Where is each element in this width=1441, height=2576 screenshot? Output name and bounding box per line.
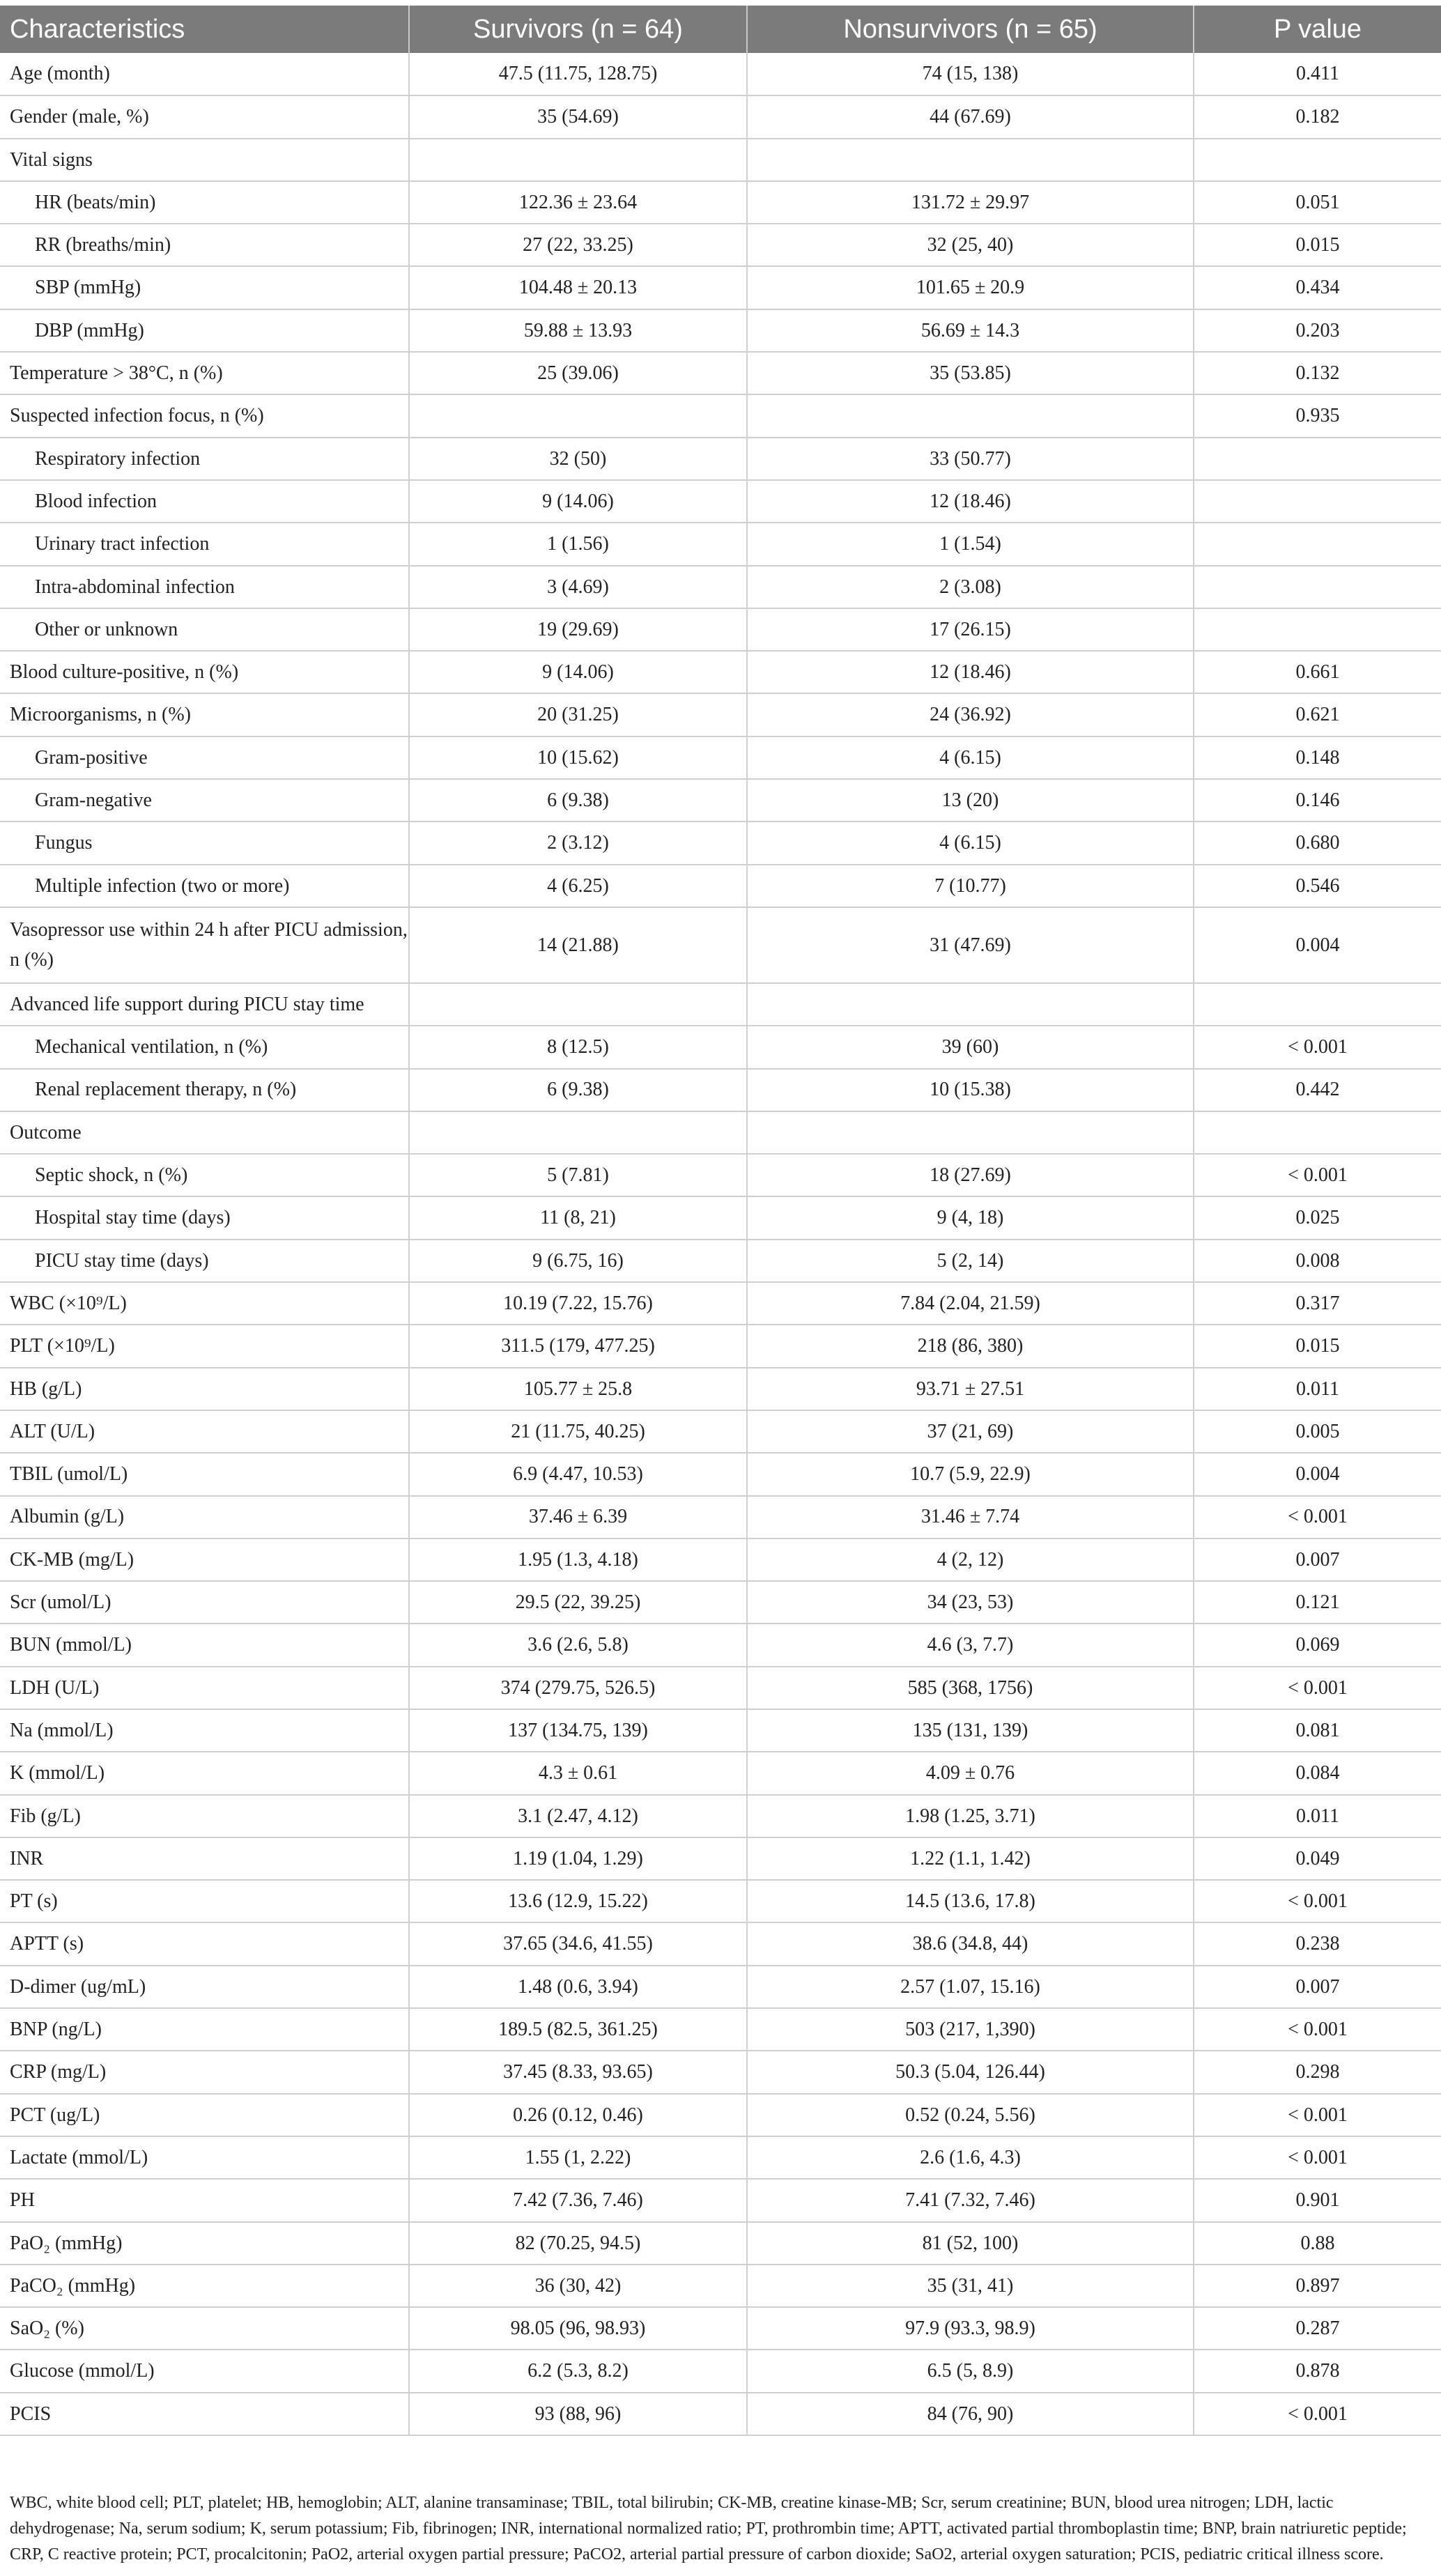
row-label: Blood culture-positive, n (%) [0,651,409,693]
row-label: ALT (U/L) [0,1410,409,1453]
characteristics-table [0,6,1441,2436]
row-label: TBIL (umol/L) [0,1453,409,1495]
nonsurvivors-value: 4 (6.15) [747,822,1194,864]
row-label: Fib (g/L) [0,1795,409,1837]
nonsurvivors-value: 44 (67.69) [747,95,1194,138]
p-value: 0.146 [1194,779,1441,822]
survivors-value: 3.6 (2.6, 5.8) [409,1624,747,1666]
row-label: RR (breaths/min) [0,224,409,266]
nonsurvivors-value: 12 (18.46) [747,480,1194,523]
survivors-value: 27 (22, 33.25) [409,224,747,266]
table-row [0,438,1441,480]
row-label: PaO₂ (mmHg) [0,2222,409,2265]
p-value [1194,566,1441,608]
p-value: 0.049 [1194,1837,1441,1880]
nonsurvivors-value: 32 (25, 40) [747,224,1194,266]
survivors-value: 137 (134.75, 139) [409,1709,747,1752]
survivors-value: 1.48 (0.6, 3.94) [409,1966,747,2008]
row-label: PCT (ug/L) [0,2094,409,2136]
table-row [0,1111,1441,1154]
survivors-value: 21 (11.75, 40.25) [409,1410,747,1453]
survivors-value: 105.77 ± 25.8 [409,1368,747,1410]
nonsurvivors-value: 31 (47.69) [747,907,1194,983]
table-row [0,352,1441,394]
survivors-value: 5 (7.81) [409,1154,747,1196]
header-survivors: Survivors (n = 64) [409,6,747,53]
header-characteristics: Characteristics [0,6,409,53]
p-value [1194,523,1441,565]
survivors-value [409,394,747,437]
nonsurvivors-value: 503 (217, 1,390) [747,2008,1194,2051]
p-value: < 0.001 [1194,2136,1441,2179]
row-label: Suspected infection focus, n (%) [0,394,409,437]
p-value: 0.621 [1194,693,1441,736]
row-label: Hospital stay time (days) [0,1196,409,1239]
survivors-value [409,983,747,1026]
p-value: 0.121 [1194,1581,1441,1624]
nonsurvivors-value: 35 (53.85) [747,352,1194,394]
nonsurvivors-value: 101.65 ± 20.9 [747,266,1194,309]
table-row [0,1282,1441,1325]
p-value [1194,438,1441,480]
nonsurvivors-value [747,394,1194,437]
table-row [0,1922,1441,1965]
survivors-value: 3 (4.69) [409,566,747,608]
p-value: 0.084 [1194,1752,1441,1794]
survivors-value: 6 (9.38) [409,1069,747,1111]
p-value: 0.007 [1194,1966,1441,2008]
table-row [0,1880,1441,1922]
nonsurvivors-value: 81 (52, 100) [747,2222,1194,2265]
row-label: Lactate (mmol/L) [0,2136,409,2179]
row-label: HB (g/L) [0,1368,409,1410]
nonsurvivors-value: 93.71 ± 27.51 [747,1368,1194,1410]
p-value: 0.442 [1194,1069,1441,1111]
survivors-value: 98.05 (96, 98.93) [409,2307,747,2350]
survivors-value [409,139,747,181]
p-value: 0.132 [1194,352,1441,394]
nonsurvivors-value: 2 (3.08) [747,566,1194,608]
table-row [0,2179,1441,2221]
nonsurvivors-value: 7.84 (2.04, 21.59) [747,1282,1194,1325]
nonsurvivors-value: 1.22 (1.1, 1.42) [747,1837,1194,1880]
nonsurvivors-value: 4.09 ± 0.76 [747,1752,1194,1794]
row-label: Vasopressor use within 24 h after PICU admission, n (%) [0,907,409,983]
table-row [0,1667,1441,1709]
nonsurvivors-value: 131.72 ± 29.97 [747,181,1194,224]
table-row [0,2307,1441,2350]
nonsurvivors-value: 37 (21, 69) [747,1410,1194,1453]
nonsurvivors-value: 4.6 (3, 7.7) [747,1624,1194,1666]
survivors-value: 6.2 (5.3, 8.2) [409,2350,747,2392]
survivors-value: 1 (1.56) [409,523,747,565]
table-row [0,1154,1441,1196]
p-value: 0.680 [1194,822,1441,864]
table-row [0,480,1441,523]
row-label: SaO₂ (%) [0,2307,409,2350]
survivors-value [409,1111,747,1154]
row-label: PICU stay time (days) [0,1240,409,1282]
table-row [0,1538,1441,1581]
p-value [1194,608,1441,651]
table-row [0,2222,1441,2265]
survivors-value: 1.55 (1, 2.22) [409,2136,747,2179]
p-value: 0.935 [1194,394,1441,437]
nonsurvivors-value: 6.5 (5, 8.9) [747,2350,1194,2392]
table-row [0,523,1441,565]
p-value: 0.015 [1194,224,1441,266]
table-row [0,224,1441,266]
row-label: HR (beats/min) [0,181,409,224]
nonsurvivors-value: 585 (368, 1756) [747,1667,1194,1709]
nonsurvivors-value: 33 (50.77) [747,438,1194,480]
p-value: 0.901 [1194,2179,1441,2221]
p-value: 0.878 [1194,2350,1441,2392]
p-value [1194,983,1441,1026]
row-label: Vital signs [0,139,409,181]
row-label: Intra-abdominal infection [0,566,409,608]
table-row [0,95,1441,138]
survivors-value: 104.48 ± 20.13 [409,266,747,309]
survivors-value: 6 (9.38) [409,779,747,822]
p-value: 0.025 [1194,1196,1441,1239]
survivors-value: 11 (8, 21) [409,1196,747,1239]
nonsurvivors-value: 7.41 (7.32, 7.46) [747,2179,1194,2221]
table-row [0,2393,1441,2435]
p-value: < 0.001 [1194,1154,1441,1196]
p-value: 0.298 [1194,2051,1441,2093]
nonsurvivors-value: 18 (27.69) [747,1154,1194,1196]
row-label: PT (s) [0,1880,409,1922]
table-row [0,736,1441,779]
p-value: < 0.001 [1194,1880,1441,1922]
row-label: INR [0,1837,409,1880]
nonsurvivors-value [747,983,1194,1026]
survivors-value: 14 (21.88) [409,907,747,983]
survivors-value: 47.5 (11.75, 128.75) [409,53,747,95]
row-label: Multiple infection (two or more) [0,865,409,907]
row-label: PaCO₂ (mmHg) [0,2265,409,2307]
survivors-value: 9 (6.75, 16) [409,1240,747,1282]
p-value: 0.182 [1194,95,1441,138]
p-value: 0.011 [1194,1795,1441,1837]
row-label: K (mmol/L) [0,1752,409,1794]
p-value: 0.661 [1194,651,1441,693]
survivors-value: 19 (29.69) [409,608,747,651]
header-nonsurvivors: Nonsurvivors (n = 65) [747,6,1194,53]
table-header-row [0,6,1441,53]
row-label: Respiratory infection [0,438,409,480]
survivors-value: 374 (279.75, 526.5) [409,1667,747,1709]
table-row [0,1240,1441,1282]
row-label: APTT (s) [0,1922,409,1965]
table-row [0,822,1441,864]
survivors-value: 59.88 ± 13.93 [409,309,747,352]
row-label: Other or unknown [0,608,409,651]
p-value: 0.317 [1194,1282,1441,1325]
table-row [0,1069,1441,1111]
table-row [0,1752,1441,1794]
nonsurvivors-value: 10 (15.38) [747,1069,1194,1111]
survivors-value: 29.5 (22, 39.25) [409,1581,747,1624]
table-row [0,181,1441,224]
survivors-value: 1.19 (1.04, 1.29) [409,1837,747,1880]
survivors-value: 1.95 (1.3, 4.18) [409,1538,747,1581]
row-label: Mechanical ventilation, n (%) [0,1026,409,1068]
table-row [0,2051,1441,2093]
nonsurvivors-value: 39 (60) [747,1026,1194,1068]
nonsurvivors-value: 84 (76, 90) [747,2393,1194,2435]
p-value: < 0.001 [1194,1667,1441,1709]
p-value: 0.148 [1194,736,1441,779]
document-page [0,6,1441,2436]
table-body [0,53,1441,2435]
p-value [1194,139,1441,181]
survivors-value: 25 (39.06) [409,352,747,394]
nonsurvivors-value: 10.7 (5.9, 22.9) [747,1453,1194,1495]
p-value: 0.287 [1194,2307,1441,2350]
table-row [0,1325,1441,1367]
row-label: Renal replacement therapy, n (%) [0,1069,409,1111]
nonsurvivors-value: 4 (2, 12) [747,1538,1194,1581]
row-label: Advanced life support during PICU stay time [0,983,409,1026]
p-value: 0.238 [1194,1922,1441,1965]
p-value: 0.008 [1194,1240,1441,1282]
survivors-value: 189.5 (82.5, 361.25) [409,2008,747,2051]
survivors-value: 10.19 (7.22, 15.76) [409,1282,747,1325]
header-p-value: P value [1273,14,1362,44]
table-row [0,266,1441,309]
p-value: 0.007 [1194,1538,1441,1581]
p-value: 0.081 [1194,1709,1441,1752]
row-label: DBP (mmHg) [0,309,409,352]
table-row [0,1581,1441,1624]
nonsurvivors-value: 2.57 (1.07, 15.16) [747,1966,1194,2008]
nonsurvivors-value: 38.6 (34.8, 44) [747,1922,1194,1965]
row-label: Na (mmol/L) [0,1709,409,1752]
row-label: Albumin (g/L) [0,1496,409,1538]
survivors-value: 2 (3.12) [409,822,747,864]
table-row [0,1196,1441,1239]
p-value: 0.203 [1194,309,1441,352]
table-row [0,693,1441,736]
row-label: CK-MB (mg/L) [0,1538,409,1581]
row-label: Gram-negative [0,779,409,822]
table-row [0,1368,1441,1410]
table-row [0,1026,1441,1068]
nonsurvivors-value: 135 (131, 139) [747,1709,1194,1752]
survivors-value: 93 (88, 96) [409,2393,747,2435]
survivors-value: 8 (12.5) [409,1026,747,1068]
nonsurvivors-value: 12 (18.46) [747,651,1194,693]
row-label: Temperature > 38°C, n (%) [0,352,409,394]
survivors-value: 6.9 (4.47, 10.53) [409,1453,747,1495]
p-value: < 0.001 [1194,2393,1441,2435]
nonsurvivors-value [747,139,1194,181]
p-value: 0.546 [1194,865,1441,907]
nonsurvivors-value [747,1111,1194,1154]
row-label: BUN (mmol/L) [0,1624,409,1666]
survivors-value: 4 (6.25) [409,865,747,907]
survivors-value: 37.46 ± 6.39 [409,1496,747,1538]
table-footnote: WBC, white blood cell; PLT, platelet; HB, hemoglobin; ALT, alanine transaminase; TBIL, total bilirubin; CK-MB, creatine kinase-MB; Scr, serum creatinine; BUN, blood urea nitrogen; LDH, lactic dehydrogenase; Na, serum sodium; K, serum potassium; Fib, fibrinogen; INR, international normalized ratio; PT, prothrombin time; APTT, activated partial thromboplastin time; BNP, brain natriuretic peptide; CRP, C reactive protein; PCT, procalcitonin; PaO2, arterial oxygen partial pressure; PaCO2, arterial partial pressure of carbon dioxide; SaO2, arterial oxygen saturation; PCIS, pediatric critical illness score. [10,2494,1407,2563]
survivors-value: 10 (15.62) [409,736,747,779]
table-row [0,1624,1441,1666]
table-row [0,983,1441,1026]
nonsurvivors-value: 0.52 (0.24, 5.56) [747,2094,1194,2136]
survivors-value: 3.1 (2.47, 4.12) [409,1795,747,1837]
survivors-value: 0.26 (0.12, 0.46) [409,2094,747,2136]
survivors-value: 32 (50) [409,438,747,480]
p-value: 0.005 [1194,1410,1441,1453]
nonsurvivors-value: 24 (36.92) [747,693,1194,736]
table-row [0,2008,1441,2051]
table-row [0,1709,1441,1752]
nonsurvivors-value: 4 (6.15) [747,736,1194,779]
nonsurvivors-value: 17 (26.15) [747,608,1194,651]
row-label: PLT (×10⁹/L) [0,1325,409,1367]
table-row [0,1837,1441,1880]
survivors-value: 9 (14.06) [409,480,747,523]
p-value: < 0.001 [1194,2094,1441,2136]
row-label: D-dimer (ug/mL) [0,1966,409,2008]
nonsurvivors-value: 2.6 (1.6, 4.3) [747,2136,1194,2179]
nonsurvivors-value: 1 (1.54) [747,523,1194,565]
p-value: 0.434 [1194,266,1441,309]
row-label: LDH (U/L) [0,1667,409,1709]
row-label: Outcome [0,1111,409,1154]
table-row [0,651,1441,693]
nonsurvivors-value: 1.98 (1.25, 3.71) [747,1795,1194,1837]
table-row [0,2136,1441,2179]
table-row [0,779,1441,822]
row-label: Blood infection [0,480,409,523]
nonsurvivors-value: 218 (86, 380) [747,1325,1194,1367]
survivors-value: 311.5 (179, 477.25) [409,1325,747,1367]
table-row [0,53,1441,95]
row-label: PCIS [0,2393,409,2435]
table-row [0,1453,1441,1495]
row-label: Glucose (mmol/L) [0,2350,409,2392]
table-row [0,1496,1441,1538]
table-row [0,865,1441,907]
nonsurvivors-value: 5 (2, 14) [747,1240,1194,1282]
table-row [0,608,1441,651]
row-label: Urinary tract infection [0,523,409,565]
survivors-value: 7.42 (7.36, 7.46) [409,2179,747,2221]
survivors-value: 4.3 ± 0.61 [409,1752,747,1794]
nonsurvivors-value: 34 (23, 53) [747,1581,1194,1624]
table-row [0,1795,1441,1837]
p-value: 0.004 [1194,907,1441,983]
p-value [1194,1111,1441,1154]
row-label: Gender (male, %) [0,95,409,138]
nonsurvivors-value: 31.46 ± 7.74 [747,1496,1194,1538]
nonsurvivors-value: 97.9 (93.3, 98.9) [747,2307,1194,2350]
row-label: Microorganisms, n (%) [0,693,409,736]
table-row [0,2265,1441,2307]
p-value: 0.004 [1194,1453,1441,1495]
row-label: CRP (mg/L) [0,2051,409,2093]
survivors-value: 9 (14.06) [409,651,747,693]
nonsurvivors-value: 56.69 ± 14.3 [747,309,1194,352]
nonsurvivors-value: 14.5 (13.6, 17.8) [747,1880,1194,1922]
table-row [0,139,1441,181]
survivors-value: 35 (54.69) [409,95,747,138]
survivors-value: 13.6 (12.9, 15.22) [409,1880,747,1922]
survivors-value: 122.36 ± 23.64 [409,181,747,224]
table-row [0,907,1441,983]
p-value: < 0.001 [1194,1496,1441,1538]
row-label: Age (month) [0,53,409,95]
row-label: WBC (×10⁹/L) [0,1282,409,1325]
table-row [0,566,1441,608]
table-row [0,1966,1441,2008]
row-label: Septic shock, n (%) [0,1154,409,1196]
table-row [0,309,1441,352]
nonsurvivors-value: 7 (10.77) [747,865,1194,907]
p-value: 0.897 [1194,2265,1441,2307]
p-value: 0.88 [1194,2222,1441,2265]
p-value: 0.411 [1194,53,1441,95]
nonsurvivors-value: 50.3 (5.04, 126.44) [747,2051,1194,2093]
p-value: 0.069 [1194,1624,1441,1666]
p-value: 0.015 [1194,1325,1441,1367]
nonsurvivors-value: 9 (4, 18) [747,1196,1194,1239]
row-label: Fungus [0,822,409,864]
row-label: BNP (ng/L) [0,2008,409,2051]
row-label: SBP (mmHg) [0,266,409,309]
nonsurvivors-value: 13 (20) [747,779,1194,822]
p-value: < 0.001 [1194,1026,1441,1068]
survivors-value: 82 (70.25, 94.5) [409,2222,747,2265]
survivors-value: 20 (31.25) [409,693,747,736]
p-value: 0.011 [1194,1368,1441,1410]
p-value [1194,480,1441,523]
table-row [0,1410,1441,1453]
table-row [0,2094,1441,2136]
survivors-value: 37.65 (34.6, 41.55) [409,1922,747,1965]
table-row [0,2350,1441,2392]
row-label: Scr (umol/L) [0,1581,409,1624]
nonsurvivors-value: 74 (15, 138) [747,53,1194,95]
nonsurvivors-value: 35 (31, 41) [747,2265,1194,2307]
row-label: PH [0,2179,409,2221]
p-value: < 0.001 [1194,2008,1441,2051]
p-value: 0.051 [1194,181,1441,224]
survivors-value: 36 (30, 42) [409,2265,747,2307]
table-row [0,394,1441,437]
survivors-value: 37.45 (8.33, 93.65) [409,2051,747,2093]
row-label: Gram-positive [0,736,409,779]
